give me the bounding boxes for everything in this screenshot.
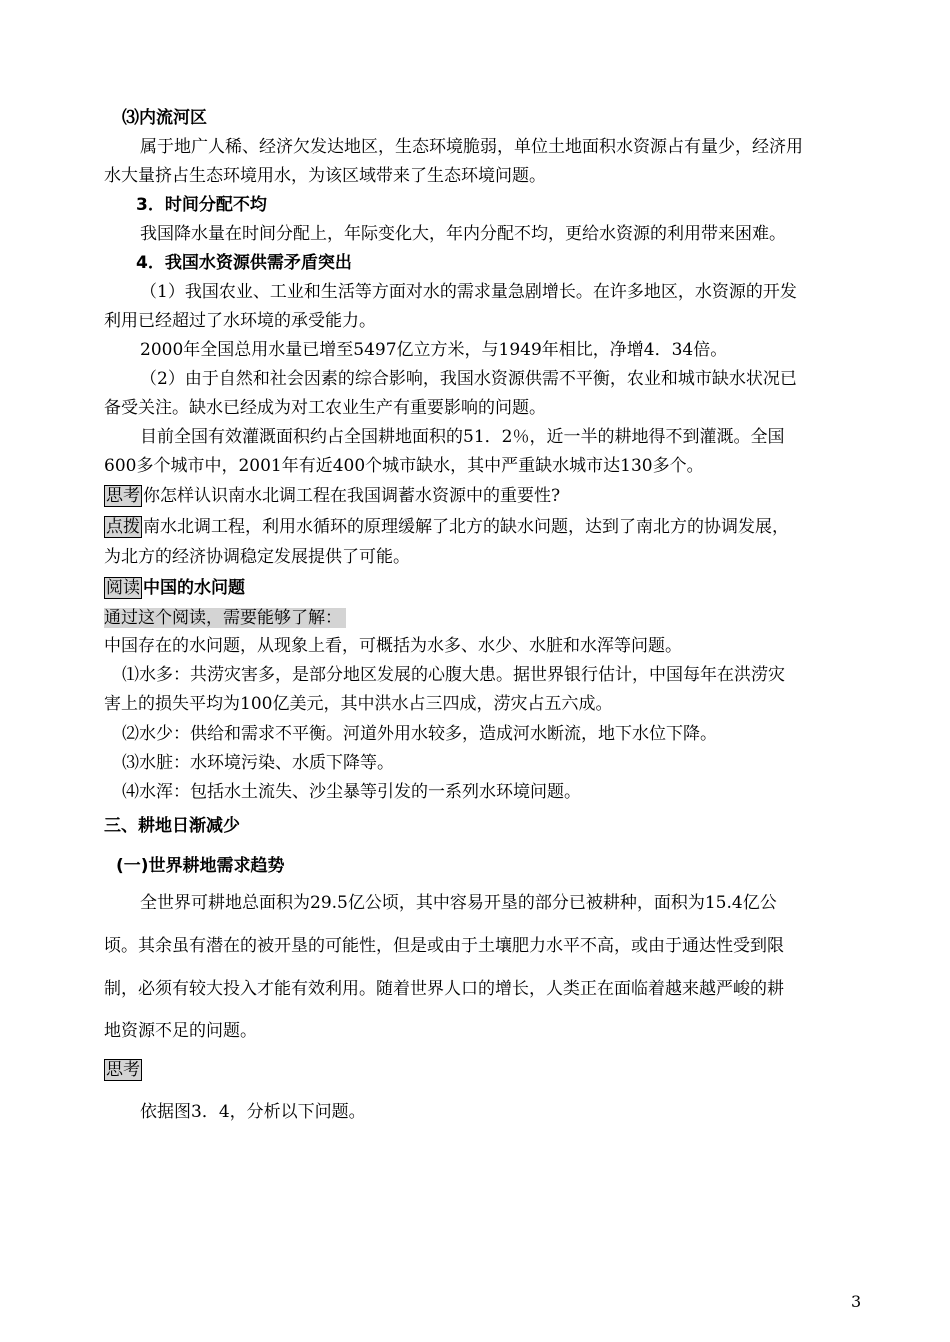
heading-supply-demand: 4．我国水资源供需矛盾突出	[136, 253, 352, 273]
think-tag: 思考	[106, 486, 140, 506]
paragraph-line: 600多个城市中，2001年有近400个城市缺水，其中严重缺水城市达130多个。	[104, 456, 704, 476]
paragraph-line: 制，必须有较大投入才能有效利用。随着世界人口的增长，人类正在面临着越来越严峻的耕	[104, 979, 784, 999]
paragraph-line: 水大量挤占生态环境用水，为该区域带来了生态环境问题。	[104, 166, 546, 186]
reading-intro: 通过这个阅读，需要能够了解：	[104, 608, 346, 628]
paragraph-line: 我国降水量在时间分配上，年际变化大，年内分配不均，更给水资源的利用带来困难。	[140, 224, 786, 244]
paragraph-line: （1）我国农业、工业和生活等方面对水的需求量急剧增长。在许多地区，水资源的开发	[140, 282, 797, 302]
paragraph-line: 顷。其余虽有潜在的被开垦的可能性，但是或由于土壤肥力水平不高，或由于通达性受到限	[104, 936, 784, 956]
think-question	[104, 485, 864, 507]
paragraph-line: 地资源不足的问题。	[104, 1021, 257, 1041]
reading-line: 中国存在的水问题，从现象上看，可概括为水多、水少、水脏和水浑等问题。	[104, 636, 682, 656]
paragraph-line: 2000年全国总用水量已增至5497亿立方米，与1949年相比，净增4．34倍。	[140, 340, 728, 360]
section-heading: 三、耕地日渐减少	[104, 816, 240, 836]
think-block	[104, 1059, 864, 1081]
paragraph-line: （2）由于自然和社会因素的综合影响，我国水资源供需不平衡，农业和城市缺水状况已	[140, 369, 797, 389]
reading-line: ⑶水脏：水环境污染、水质下降等。	[122, 753, 394, 773]
think-question-text: 你怎样认识南水北调工程在我国调蓄水资源中的重要性?	[143, 486, 561, 506]
reading-line: ⑴水多：共涝灾害多，是部分地区发展的心腹大患。据世界银行估计，中国每年在洪涝灾	[122, 665, 785, 685]
subsection-heading: (一)世界耕地需求趋势	[116, 856, 285, 876]
page-number: 3	[851, 1292, 862, 1311]
reading-line: ⑷水浑：包括水土流失、沙尘暴等引发的一系列水环境问题。	[122, 782, 581, 802]
hint-tag: 点拨	[106, 517, 140, 537]
hint-block	[104, 516, 864, 538]
paragraph-line: 属于地广人稀、经济欠发达地区，生态环境脆弱，单位土地面积水资源占有量少，经济用	[140, 137, 803, 157]
heading-time-distribution: 3．时间分配不均	[136, 195, 267, 215]
hint-text: 南水北调工程，利用水循环的原理缓解了北方的缺水问题，达到了南北方的协调发展，	[143, 517, 789, 537]
hint-text-continued: 为北方的经济协调稳定发展提供了可能。	[104, 547, 410, 567]
reading-intro-line	[104, 607, 864, 629]
heading-inland-river-area: ⑶内流河区	[122, 108, 207, 128]
paragraph-line: 目前全国有效灌溉面积约占全国耕地面积的51．2％，近一半的耕地得不到灌溉。全国	[140, 427, 785, 447]
reading-header	[104, 577, 864, 599]
paragraph-line: 备受关注。缺水已经成为对工农业生产有重要影响的问题。	[104, 398, 546, 418]
paragraph-line: 全世界可耕地总面积为29.5亿公顷，其中容易开垦的部分已被耕种，面积为15.4亿公	[140, 893, 777, 913]
reading-line: ⑵水少：供给和需求不平衡。河道外用水较多，造成河水断流，地下水位下降。	[122, 724, 717, 744]
reading-line: 害上的损失平均为100亿美元，其中洪水占三四成，涝灾占五六成。	[104, 694, 613, 714]
paragraph-line: 利用已经超过了水环境的承受能力。	[104, 311, 376, 331]
think-tag: 思考	[106, 1060, 140, 1080]
think-text: 依据图3．4，分析以下问题。	[140, 1102, 366, 1122]
reading-title: 中国的水问题	[143, 578, 245, 598]
reading-tag: 阅读	[106, 578, 140, 598]
